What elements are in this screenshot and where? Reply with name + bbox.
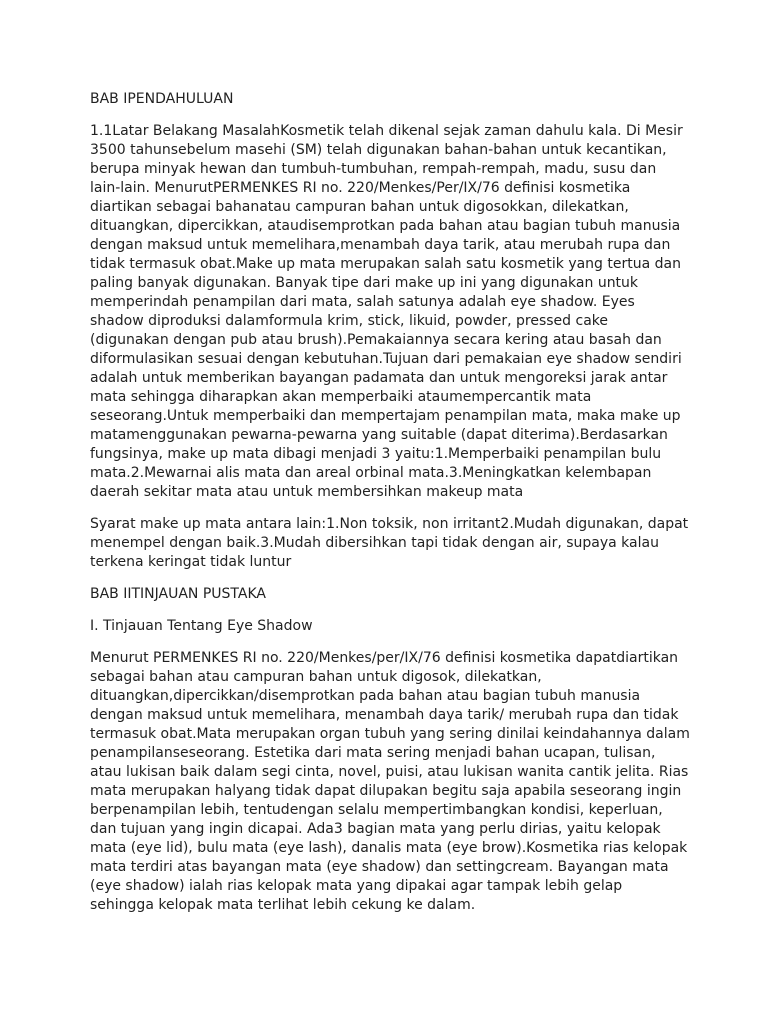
background-paragraph: 1.1Latar Belakang MasalahKosmetik telah dikenal sejak zaman dahulu kala. Di Mesir 3500 tahunsebelum masehi (SM) telah digunakan bahan-bahan untuk kecantikan, berupa minyak hewan dan tumbuh-tumbuhan, rempah-rempah, madu, susu dan lain-lain. MenurutPERMENKES RI no. 220/Menkes/Per/IX/76 definisi kosmetika diartikan sebagai bahanatau campuran bahan untuk digosokkan, dilekatkan, dituangkan, dipercikkan, ataudisemprotkan pada bahan atau bagian tubuh manusia dengan maksud untuk memelihara,menambah daya tarik, atau merubah rupa dan tidak termasuk obat.Make up mata merupakan salah satu kosmetik yang tertua dan paling banyak digunakan. Banyak tipe dari make up ini yang digunakan untuk memperindah penampilan dari mata, salah satunya adalah eye shadow. Eyes shadow diproduksi dalamformula krim, stick, likuid, powder, pressed cake (digunakan dengan pub atau brush).Pemakaiannya secara kering atau basah dan diformulasikan sesuai dengan kebutuhan.Tujuan dari pemakaian eye shadow sendiri adalah untuk memberikan bayangan padamata dan untuk mengoreksi jarak antar mata sehingga diharapkan akan memperbaiki ataumempercantik mata seseorang.Untuk memperbaiki dan mempertajam penampilan mata, maka make up matamenggunakan pewarna-pewarna yang suitable (dapat diterima).Berdasarkan fungsinya, make up mata dibagi menjadi 3 yaitu:1.Memperbaiki penampilan bulu mata.2.Mewarnai alis mata dan areal orbinal mata.3.Meningkatkan kelembapan daerah sekitar mata atau untuk membersihkan makeup mata xyxy=(90,123,683,500)
document-page xyxy=(90,90,690,928)
chapter-1-heading: BAB IPENDAHULUAN xyxy=(90,91,234,107)
requirements-paragraph: Syarat make up mata antara lain:1.Non toksik, non irritant2.Mudah digunakan, dapat menempel dengan baik.3.Mudah dibersihkan tapi tidak dengan air, supaya kalau terkena keringat tidak luntur xyxy=(90,516,689,570)
chapter-2-heading: BAB IITINJAUAN PUSTAKA xyxy=(90,586,266,602)
section-heading-eye-shadow: I. Tinjauan Tentang Eye Shadow xyxy=(90,618,313,634)
definition-paragraph: Menurut PERMENKES RI no. 220/Menkes/per/IX/76 definisi kosmetika dapatdiartikan sebagai bahan atau campuran bahan untuk digosok, dilekatkan, dituangkan,dipercikkan/disemprotkan pada bahan atau bagian tubuh manusia dengan maksud untuk memelihara, menambah daya tarik/ merubah rupa dan tidak termasuk obat.Mata merupakan organ tubuh yang sering dinilai keindahannya dalam penampilanseseorang. Estetika dari mata sering menjadi bahan ucapan, tulisan, atau lukisan baik dalam segi cinta, novel, puisi, atau lukisan wanita cantik jelita. Rias mata merupakan halyang tidak dapat dilupakan begitu saja apabila seseorang ingin berpenampilan lebih, tentudengan selalu mempertimbangkan kondisi, keperluan, dan tujuan yang ingin dicapai. Ada3 bagian mata yang perlu dirias, yaitu kelopak mata (eye lid), bulu mata (eye lash), danalis mata (eye brow).Kosmetika rias kelopak mata terdiri atas bayangan mata (eye shadow) dan settingcream. Bayangan mata (eye shadow) ialah rias kelopak mata yang dipakai agar tampak lebih gelap sehingga kelopak mata terlihat lebih cekung ke dalam. xyxy=(90,650,690,913)
